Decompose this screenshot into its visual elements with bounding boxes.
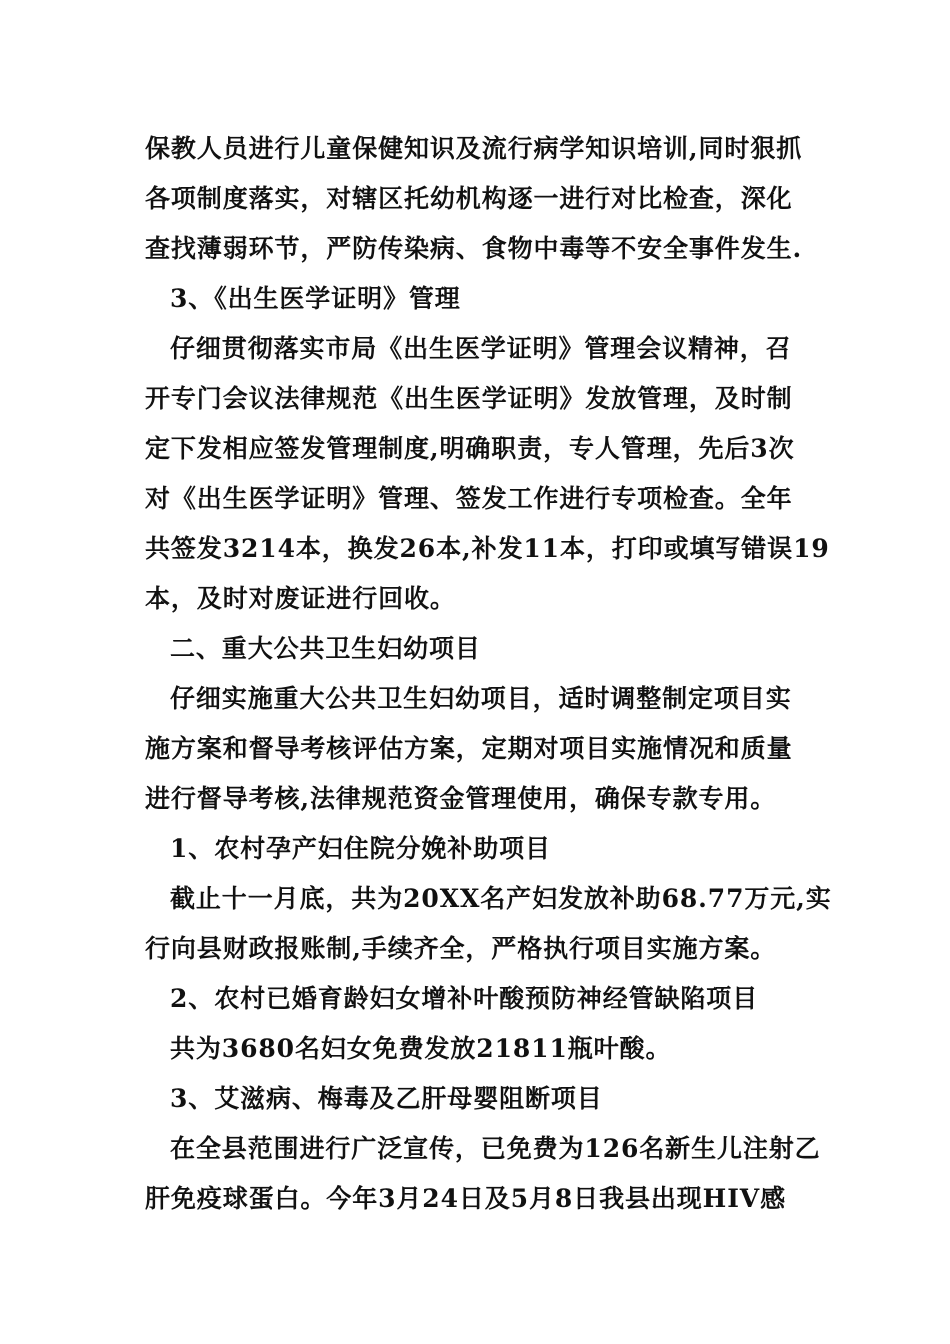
body-text-line: 定下发相应签发管理制度,明确职责，专人管理，先后3次 xyxy=(145,434,795,463)
body-text-line: 共为3680名妇女免费发放21811瓶叶酸。 xyxy=(170,1034,672,1063)
section-heading: 二、重大公共卫生妇幼项目 xyxy=(170,634,481,663)
body-text-line: 保教人员进行儿童保健知识及流行病学知识培训,同时狠抓 xyxy=(145,134,803,163)
body-text-line: 仔细实施重大公共卫生妇幼项目，适时调整制定项目实 xyxy=(170,684,792,713)
body-text-line: 进行督导考核,法律规范资金管理使用，确保专款专用。 xyxy=(145,784,777,813)
section-heading: 2、农村已婚育龄妇女增补叶酸预防神经管缺陷项目 xyxy=(170,984,759,1013)
body-text-line: 开专门会议法律规范《出生医学证明》发放管理，及时制 xyxy=(145,384,793,413)
body-text-line: 肝免疫球蛋白。今年3月24日及5月8日我县出现HIV感 xyxy=(145,1184,786,1213)
body-text-line: 施方案和督导考核评估方案，定期对项目实施情况和质量 xyxy=(145,734,793,763)
body-text-line: 本，及时对废证进行回收。 xyxy=(145,584,456,613)
body-text-line: 共签发3214本，换发26本,补发11本，打印或填写错误19 xyxy=(145,534,830,563)
body-text-line: 查找薄弱环节，严防传染病、食物中毒等不安全事件发生. xyxy=(145,234,803,263)
body-text-line: 各项制度落实，对辖区托幼机构逐一进行对比检查，深化 xyxy=(145,184,793,213)
section-heading: 3、艾滋病、梅毒及乙肝母婴阻断项目 xyxy=(170,1084,603,1113)
body-text-line: 仔细贯彻落实市局《出生医学证明》管理会议精神，召 xyxy=(170,334,792,363)
body-text-line: 在全县范围进行广泛宣传，已免费为126名新生儿注射乙 xyxy=(170,1134,821,1163)
body-text-line: 截止十一月底，共为20XX名产妇发放补助68.77万元,实 xyxy=(170,884,832,913)
section-heading: 1、农村孕产妇住院分娩补助项目 xyxy=(170,834,551,863)
section-heading: 3、《出生医学证明》管理 xyxy=(170,284,461,313)
body-text-line: 行向县财政报账制,手续齐全，严格执行项目实施方案。 xyxy=(145,934,777,963)
body-text-line: 对《出生医学证明》管理、签发工作进行专项检查。全年 xyxy=(145,484,793,513)
